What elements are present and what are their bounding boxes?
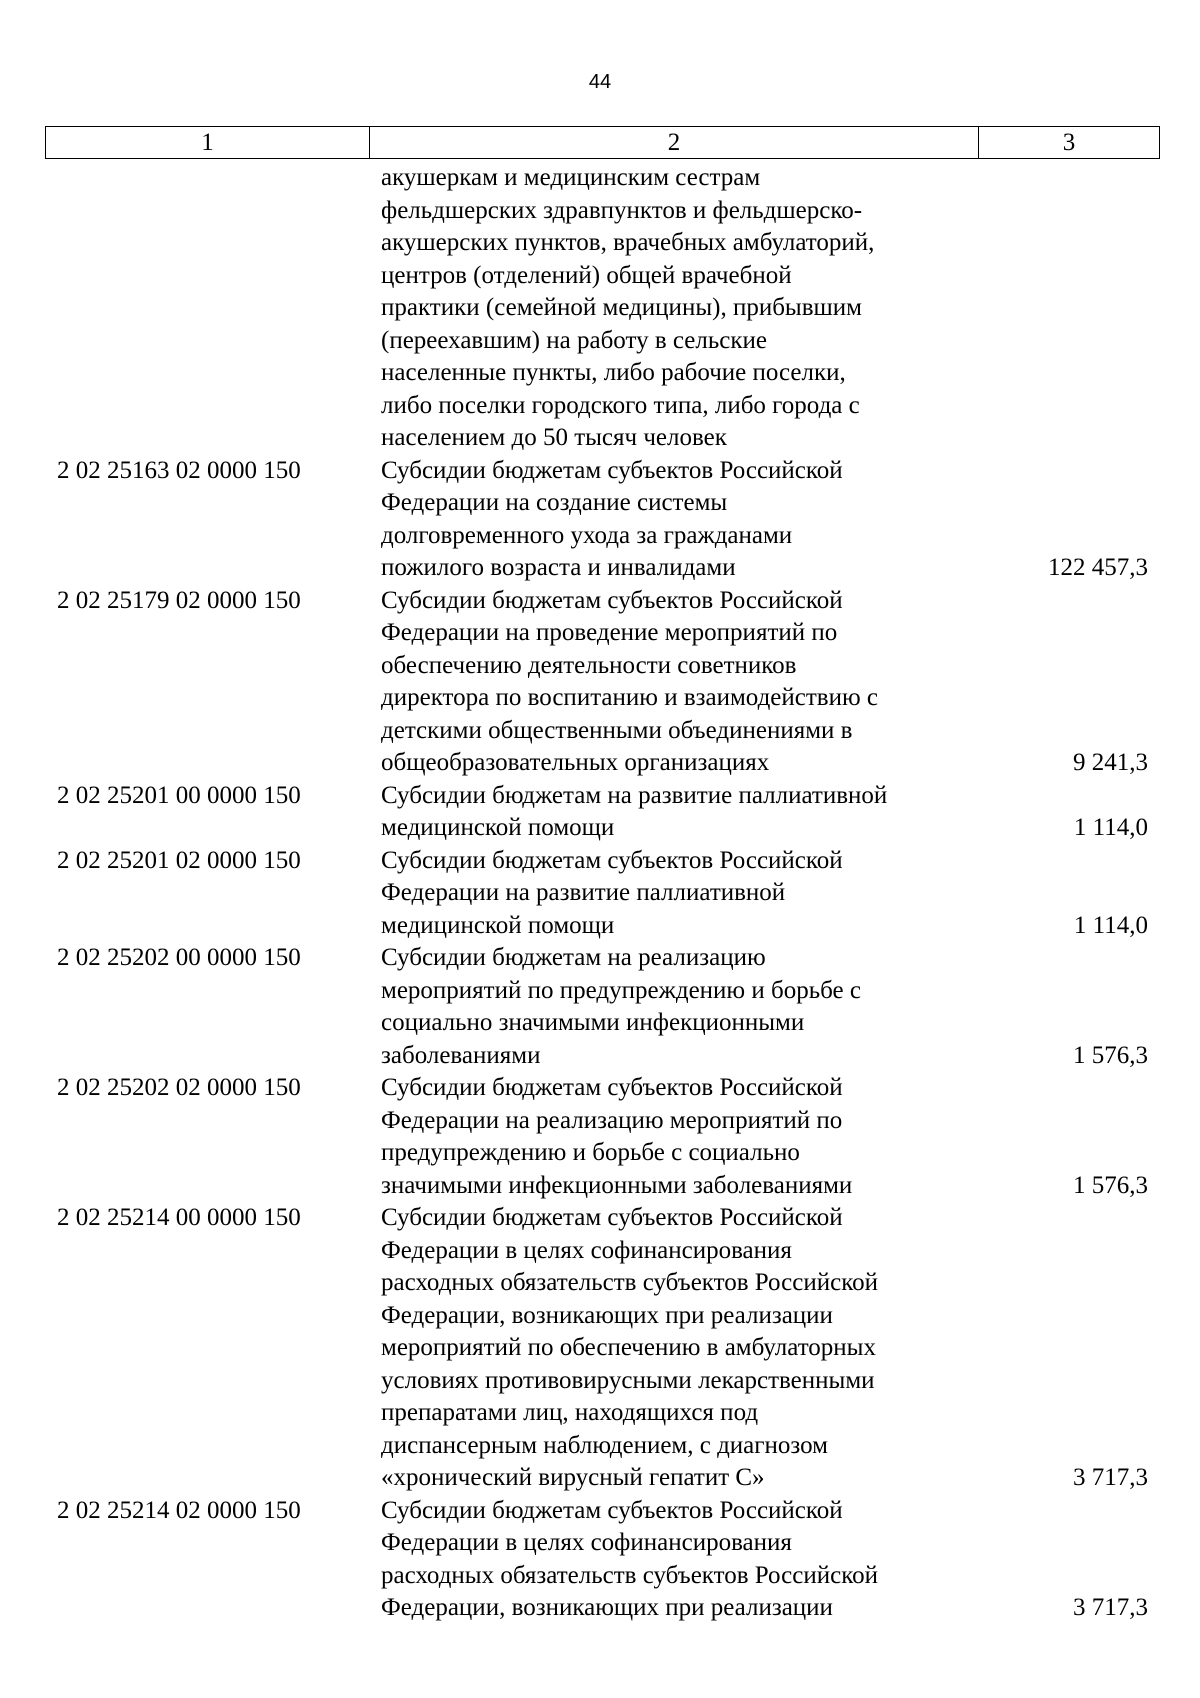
description-line: условиях противовирусными лекарственными bbox=[381, 1366, 875, 1394]
description-line: практики (семейной медицины), прибывшим bbox=[381, 294, 862, 321]
budget-code: 2 02 25179 02 0000 150 bbox=[57, 586, 301, 614]
income-description bbox=[369, 585, 978, 780]
description-line: акушеркам и медицинским сестрам bbox=[381, 164, 761, 191]
description-line: либо поселки городского типа, либо города с bbox=[381, 391, 860, 419]
amount: 3 717,3 bbox=[1073, 1464, 1148, 1491]
description-line: значимыми инфекционными заболеваниями bbox=[381, 1171, 853, 1199]
income-description bbox=[369, 845, 978, 943]
header-col-3: 3 bbox=[1062, 128, 1076, 156]
income-description bbox=[369, 1202, 978, 1495]
budget-code: 2 02 25202 02 0000 150 bbox=[57, 1074, 301, 1101]
amount: 1 576,3 bbox=[1073, 1171, 1148, 1199]
description-line: акушерских пунктов, врачебных амбулаторий, bbox=[381, 229, 875, 256]
description-line: социально значимыми инфекционными bbox=[381, 1009, 805, 1036]
budget-code: 2 02 25201 00 0000 150 bbox=[57, 781, 301, 809]
income-description bbox=[369, 455, 978, 585]
budget-code: 2 02 25214 02 0000 150 bbox=[57, 1496, 301, 1524]
description-line: Федерации на развитие паллиативной bbox=[381, 879, 786, 906]
table-row bbox=[45, 1202, 1160, 1495]
description-line: общеобразовательных организациях bbox=[381, 749, 770, 776]
amount: 122 457,3 bbox=[1048, 554, 1148, 581]
description-line: Федерации на реализацию мероприятий по bbox=[381, 1106, 843, 1134]
table-row bbox=[45, 455, 1160, 585]
income-description bbox=[369, 162, 978, 455]
description-line: Субсидии бюджетам субъектов Российской bbox=[381, 846, 843, 874]
budget-code: 2 02 25202 00 0000 150 bbox=[57, 944, 301, 971]
page-number: 44 bbox=[588, 71, 612, 93]
description-line: заболеваниями bbox=[381, 1041, 541, 1069]
income-description bbox=[369, 780, 978, 845]
table-row bbox=[45, 162, 1160, 455]
description-line: препаратами лиц, находящихся под bbox=[381, 1399, 759, 1426]
table-header bbox=[45, 126, 1160, 159]
amount: 1 114,0 bbox=[1073, 814, 1148, 841]
description-line: Федерации, возникающих при реализации bbox=[381, 1301, 833, 1329]
description-line: фельдшерских здравпунктов и фельдшерско- bbox=[381, 196, 863, 224]
table-row bbox=[45, 585, 1160, 780]
description-line: мероприятий по обеспечению в амбулаторных bbox=[381, 1334, 876, 1361]
description-line: Субсидии бюджетам субъектов Российской bbox=[381, 1496, 843, 1524]
description-line: Субсидии бюджетам субъектов Российской bbox=[381, 1204, 843, 1231]
description-line: директора по воспитанию и взаимодействию с bbox=[381, 684, 879, 711]
description-line: Субсидии бюджетам на реализацию bbox=[381, 944, 766, 971]
description-line: детскими общественными объединениями в bbox=[381, 716, 853, 744]
income-description bbox=[369, 942, 978, 1072]
description-line: центров (отделений) общей врачебной bbox=[381, 261, 792, 289]
budget-code: 2 02 25163 02 0000 150 bbox=[57, 456, 301, 484]
income-description bbox=[369, 1495, 978, 1625]
header-col-1: 1 bbox=[46, 127, 370, 158]
budget-code: 2 02 25214 00 0000 150 bbox=[57, 1204, 301, 1231]
description-line: пожилого возраста и инвалидами bbox=[381, 554, 736, 581]
table-row bbox=[45, 1495, 1160, 1625]
table-row bbox=[45, 942, 1160, 1072]
description-line: обеспечению деятельности советников bbox=[381, 651, 797, 679]
description-line: Федерации в целях софинансирования bbox=[381, 1236, 792, 1264]
description-line: Субсидии бюджетам субъектов Российской bbox=[381, 1074, 843, 1101]
table-row bbox=[45, 845, 1160, 943]
income-description bbox=[369, 1072, 978, 1202]
description-line: мероприятий по предупреждению и борьбе с bbox=[381, 976, 861, 1004]
table-row bbox=[45, 1072, 1160, 1202]
description-line: Субсидии бюджетам на развитие паллиативной bbox=[381, 781, 888, 809]
description-line: Федерации на создание системы bbox=[381, 489, 728, 516]
description-line: долговременного ухода за гражданами bbox=[381, 521, 793, 549]
description-line: Федерации, возникающих при реализации bbox=[381, 1594, 833, 1621]
description-line: населением до 50 тысяч человек bbox=[381, 424, 727, 451]
description-line: предупреждению и борьбе с социально bbox=[381, 1139, 800, 1166]
description-line: (переехавшим) на работу в сельские bbox=[381, 326, 767, 354]
description-line: населенные пункты, либо рабочие поселки, bbox=[381, 359, 846, 386]
description-line: расходных обязательств субъектов Российской bbox=[381, 1561, 878, 1589]
amount: 3 717,3 bbox=[1073, 1594, 1148, 1621]
table-row bbox=[45, 780, 1160, 845]
amount: 1 576,3 bbox=[1073, 1041, 1148, 1069]
description-line: медицинской помощи bbox=[381, 814, 615, 841]
amount: 1 114,0 bbox=[1073, 911, 1148, 939]
header-col-2: 2 bbox=[370, 127, 979, 158]
description-line: «хронический вирусный гепатит С» bbox=[381, 1464, 765, 1491]
table-body bbox=[45, 162, 1160, 1625]
description-line: Субсидии бюджетам субъектов Российской bbox=[381, 456, 843, 484]
budget-code: 2 02 25201 02 0000 150 bbox=[57, 846, 301, 874]
description-line: Федерации на проведение мероприятий по bbox=[381, 619, 838, 646]
description-line: Федерации в целях софинансирования bbox=[381, 1529, 792, 1556]
amount: 9 241,3 bbox=[1073, 749, 1148, 776]
description-line: Субсидии бюджетам субъектов Российской bbox=[381, 586, 843, 614]
description-line: расходных обязательств субъектов Российской bbox=[381, 1269, 878, 1296]
description-line: диспансерным наблюдением, с диагнозом bbox=[381, 1431, 828, 1459]
description-line: медицинской помощи bbox=[381, 911, 615, 939]
